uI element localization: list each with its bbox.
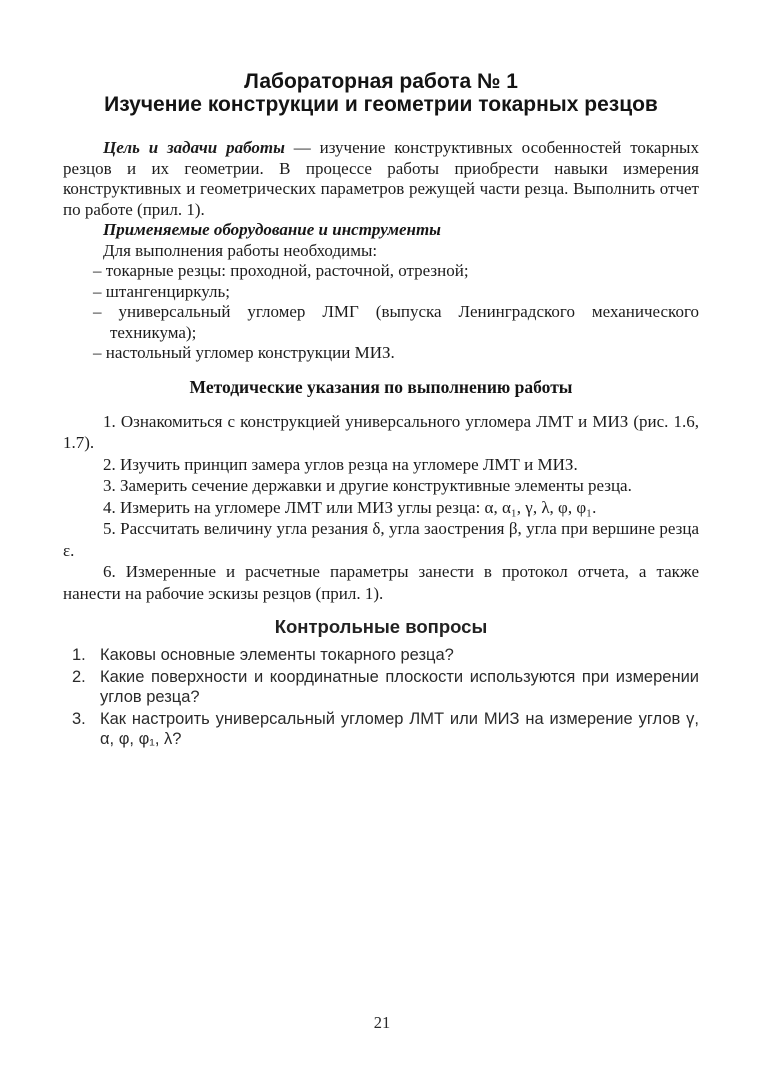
question-text: Какие поверхности и координатные плоскости используются при измерении углов резца? bbox=[100, 667, 699, 706]
method-step-1: 1. Ознакомиться с конструкцией универсального угломера ЛМТ и МИЗ (рис. 1.6, 1.7). bbox=[63, 411, 699, 452]
method-step-6: 6. Измеренные и расчетные параметры занести в протокол отчета, а также нанести на рабочие эскизы резцов (прил. 1). bbox=[63, 562, 699, 603]
question-number: 1. bbox=[72, 646, 86, 664]
method-heading: Методические указания по выполнению работы bbox=[189, 376, 573, 397]
method-step-4: 4. Измерить на угломере ЛМТ или МИЗ углы резца: α, α₁, γ, λ, φ, φ₁. bbox=[103, 497, 597, 517]
question-number: 3. bbox=[72, 709, 86, 728]
questions-heading: Контрольные вопросы bbox=[274, 616, 488, 637]
page-number: 21 bbox=[373, 1013, 391, 1032]
intro-paragraph bbox=[63, 138, 699, 220]
equipment-item-1: – токарные резцы: проходной, расточной, отрезной; bbox=[93, 261, 469, 280]
page-title bbox=[63, 0, 699, 116]
method-step-5: 5. Рассчитать величину угла резания δ, угла заострения β, угла при вершине резца ε. bbox=[63, 519, 699, 560]
question-number: 2. bbox=[72, 667, 86, 686]
equipment-item-4: – настольный угломер конструкции МИЗ. bbox=[93, 343, 395, 362]
equipment-item-2: – штангенциркуль; bbox=[93, 281, 230, 301]
question-item-3 bbox=[63, 709, 699, 750]
equipment-item-3: – универсальный угломер ЛМГ (выпуска Ленинградского механического техникума); bbox=[93, 302, 699, 342]
page-content bbox=[63, 0, 699, 750]
method-steps bbox=[63, 411, 699, 605]
title-line-2: Изучение конструкции и геометрии токарных резцов bbox=[104, 93, 658, 116]
intro-lead: Цель и задачи работы bbox=[103, 138, 285, 157]
question-item-1 bbox=[63, 645, 699, 666]
question-text: Каковы основные элементы токарного резца? bbox=[100, 646, 454, 664]
equipment-list bbox=[63, 261, 699, 364]
equipment-intro: Для выполнения работы необходимы: bbox=[103, 240, 378, 260]
intro-text: — изучение конструктивных особенностей токарных резцов и их геометрии. В процессе работы приобрести навыки измерения конструктивных и геометрических параметров режущей части резца. Выполнить отчет по работе (прил. 1). bbox=[63, 138, 699, 219]
question-text: Как настроить универсальный угломер ЛМТ или МИЗ на измерение углов γ, α, φ, φ₁, λ? bbox=[100, 709, 699, 748]
method-step-2: 2. Изучить принцип замера углов резца на угломере ЛМТ и МИЗ. bbox=[103, 454, 578, 474]
equipment-heading: Применяемые оборудование и инструменты bbox=[103, 220, 441, 239]
questions-list bbox=[63, 645, 699, 750]
method-step-3: 3. Замерить сечение державки и другие конструктивные элементы резца. bbox=[103, 476, 632, 495]
title-line-1: Лабораторная работа № 1 bbox=[244, 70, 518, 93]
question-item-2 bbox=[63, 667, 699, 708]
